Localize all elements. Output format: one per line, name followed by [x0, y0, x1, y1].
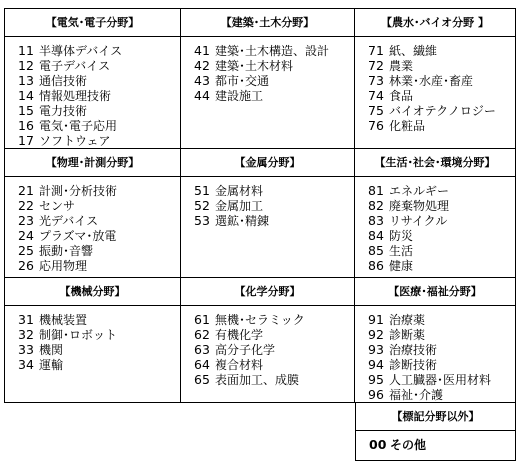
item-code: 26: [18, 258, 34, 273]
item-code: 17: [18, 133, 34, 148]
list-item: [194, 73, 354, 88]
item-code: 12: [18, 58, 34, 73]
category-item-list: [355, 306, 515, 402]
list-item: [18, 58, 180, 73]
item-code: 13: [18, 73, 34, 88]
item-name: 防災: [389, 229, 414, 243]
item-name: 高分子化学: [215, 343, 276, 357]
other-category-cell: [355, 403, 516, 461]
item-name: 電子デバイス: [39, 59, 111, 73]
list-item: [194, 88, 354, 103]
list-item: [18, 243, 180, 258]
item-code: 91: [368, 312, 384, 327]
item-name: 応用物理: [39, 259, 88, 273]
item-code: 96: [368, 387, 384, 402]
category-cell: [4, 278, 181, 403]
category-header: 【標記分野以外】: [356, 403, 515, 431]
item-name: 制御･ロボット: [39, 328, 118, 342]
category-header: 【生活･社会･環境分野】: [355, 149, 515, 177]
item-code: 00: [369, 437, 387, 452]
item-name: 表面加工、成膜: [215, 373, 300, 387]
list-item: [368, 103, 515, 118]
category-item-list: [356, 431, 515, 452]
item-name: 健康: [389, 259, 414, 273]
category-header: 【農水･バイオ分野 】: [355, 9, 515, 37]
category-header: 【物理･計測分野】: [5, 149, 180, 177]
list-item: [368, 327, 515, 342]
item-code: 53: [194, 213, 210, 228]
item-code: 65: [194, 372, 210, 387]
category-header: 【金属分野】: [181, 149, 354, 177]
category-cell: [355, 149, 516, 278]
item-code: 95: [368, 372, 384, 387]
item-name: リサイクル: [389, 214, 448, 228]
category-header: 【医療･福祉分野】: [355, 278, 515, 306]
list-item: [194, 327, 354, 342]
list-item: [368, 213, 515, 228]
item-code: 85: [368, 243, 384, 258]
item-code: 32: [18, 327, 34, 342]
item-name: 林業･水産･畜産: [389, 74, 474, 88]
item-name: 建設施工: [215, 89, 264, 103]
list-item: [18, 213, 180, 228]
list-item: [194, 312, 354, 327]
item-code: 25: [18, 243, 34, 258]
list-item: [368, 183, 515, 198]
list-item: [194, 342, 354, 357]
list-item: [194, 213, 354, 228]
category-item-list: [5, 306, 180, 372]
item-code: 84: [368, 228, 384, 243]
item-name: 運輸: [39, 358, 64, 372]
item-code: 44: [194, 88, 210, 103]
item-code: 23: [18, 213, 34, 228]
item-code: 64: [194, 357, 210, 372]
list-item: [194, 357, 354, 372]
item-name: 化粧品: [389, 119, 426, 133]
item-code: 76: [368, 118, 384, 133]
list-item: [18, 258, 180, 273]
item-name: 有機化学: [215, 328, 264, 342]
item-code: 42: [194, 58, 210, 73]
list-item: [368, 118, 515, 133]
item-name: 農業: [389, 59, 414, 73]
category-header: 【機械分野】: [5, 278, 180, 306]
item-code: 62: [194, 327, 210, 342]
category-item-list: [355, 177, 515, 273]
list-item: [368, 243, 515, 258]
item-name: バイオテクノロジー: [389, 104, 496, 118]
item-code: 86: [368, 258, 384, 273]
list-item: [368, 387, 515, 402]
item-code: 14: [18, 88, 34, 103]
item-name: 建築･土木材料: [215, 59, 294, 73]
list-item: [368, 372, 515, 387]
item-name: ソフトウェア: [39, 134, 111, 148]
item-code: 51: [194, 183, 210, 198]
item-name: 計測･分析技術: [39, 184, 118, 198]
item-name: 半導体デバイス: [39, 44, 123, 58]
category-header: 【電気･電子分野】: [5, 9, 180, 37]
category-cell: [355, 8, 516, 149]
item-name: 紙、繊維: [389, 44, 438, 58]
item-name: 情報処理技術: [39, 89, 112, 103]
item-code: 74: [368, 88, 384, 103]
item-code: 21: [18, 183, 34, 198]
item-code: 31: [18, 312, 34, 327]
item-name: 診断技術: [389, 358, 438, 372]
list-item: [194, 43, 354, 58]
list-item: [18, 73, 180, 88]
list-item: [18, 88, 180, 103]
category-header: 【化学分野】: [181, 278, 354, 306]
list-item: [18, 198, 180, 213]
list-item: [194, 372, 354, 387]
item-name: 福祉･介護: [389, 388, 444, 402]
item-name: その他: [390, 438, 427, 452]
item-name: 機関: [39, 343, 64, 357]
item-code: 82: [368, 198, 384, 213]
item-name: 都市･交通: [215, 74, 270, 88]
list-item: [18, 43, 180, 58]
item-name: 治療技術: [389, 343, 438, 357]
item-name: エネルギー: [389, 184, 450, 198]
category-cell: [181, 8, 355, 149]
list-item: [368, 58, 515, 73]
item-code: 34: [18, 357, 34, 372]
list-item: [18, 357, 180, 372]
list-item: [18, 118, 180, 133]
list-item: [18, 103, 180, 118]
item-name: 生活: [389, 244, 414, 258]
item-name: 選鉱･精錬: [215, 214, 270, 228]
item-code: 93: [368, 342, 384, 357]
category-header: 【建築･土木分野】: [181, 9, 354, 37]
item-code: 75: [368, 103, 384, 118]
item-code: 15: [18, 103, 34, 118]
item-name: 振動･音響: [39, 244, 94, 258]
item-code: 11: [18, 43, 34, 58]
list-item: [194, 198, 354, 213]
item-code: 33: [18, 342, 34, 357]
item-name: 通信技術: [39, 74, 88, 88]
item-name: 診断薬: [389, 328, 426, 342]
item-name: 電力技術: [39, 104, 88, 118]
item-code: 83: [368, 213, 384, 228]
item-code: 81: [368, 183, 384, 198]
list-item: [369, 437, 515, 452]
item-code: 61: [194, 312, 210, 327]
category-cell: [4, 8, 181, 149]
list-item: [194, 183, 354, 198]
list-item: [368, 43, 515, 58]
item-name: センサ: [39, 199, 76, 213]
item-code: 94: [368, 357, 384, 372]
category-item-list: [181, 37, 354, 103]
item-name: 廃棄物処理: [389, 199, 450, 213]
item-code: 22: [18, 198, 34, 213]
item-name: 金属加工: [215, 199, 264, 213]
item-code: 71: [368, 43, 384, 58]
item-code: 72: [368, 58, 384, 73]
category-cell: [181, 149, 355, 278]
field-code-table: [4, 8, 516, 461]
item-code: 43: [194, 73, 210, 88]
item-name: 複合材料: [215, 358, 264, 372]
item-name: 電気･電子応用: [39, 119, 118, 133]
item-code: 92: [368, 327, 384, 342]
category-item-list: [181, 306, 354, 387]
item-name: 無機･セラミック: [215, 313, 305, 327]
category-item-list: [5, 37, 180, 148]
item-code: 16: [18, 118, 34, 133]
list-item: [18, 327, 180, 342]
list-item: [18, 183, 180, 198]
category-cell: [4, 149, 181, 278]
list-item: [18, 342, 180, 357]
category-cell: [355, 278, 516, 403]
category-cell: [181, 278, 355, 403]
item-code: 63: [194, 342, 210, 357]
item-name: 人工臓器･医用材料: [389, 373, 492, 387]
item-code: 73: [368, 73, 384, 88]
item-code: 24: [18, 228, 34, 243]
item-name: プラズマ･放電: [39, 229, 117, 243]
list-item: [18, 228, 180, 243]
item-name: 建築･土木構造、設計: [215, 44, 330, 58]
list-item: [368, 228, 515, 243]
item-name: 光デバイス: [39, 214, 99, 228]
item-code: 41: [194, 43, 210, 58]
item-code: 52: [194, 198, 210, 213]
category-item-list: [181, 177, 354, 228]
list-item: [368, 198, 515, 213]
item-name: 治療薬: [389, 313, 426, 327]
list-item: [18, 133, 180, 148]
item-name: 金属材料: [215, 184, 264, 198]
list-item: [194, 58, 354, 73]
category-item-list: [355, 37, 515, 133]
list-item: [368, 73, 515, 88]
list-item: [368, 88, 515, 103]
list-item: [368, 258, 515, 273]
list-item: [368, 312, 515, 327]
list-item: [368, 342, 515, 357]
list-item: [368, 357, 515, 372]
category-item-list: [5, 177, 180, 273]
item-name: 機械装置: [39, 313, 88, 327]
list-item: [18, 312, 180, 327]
item-name: 食品: [389, 89, 414, 103]
